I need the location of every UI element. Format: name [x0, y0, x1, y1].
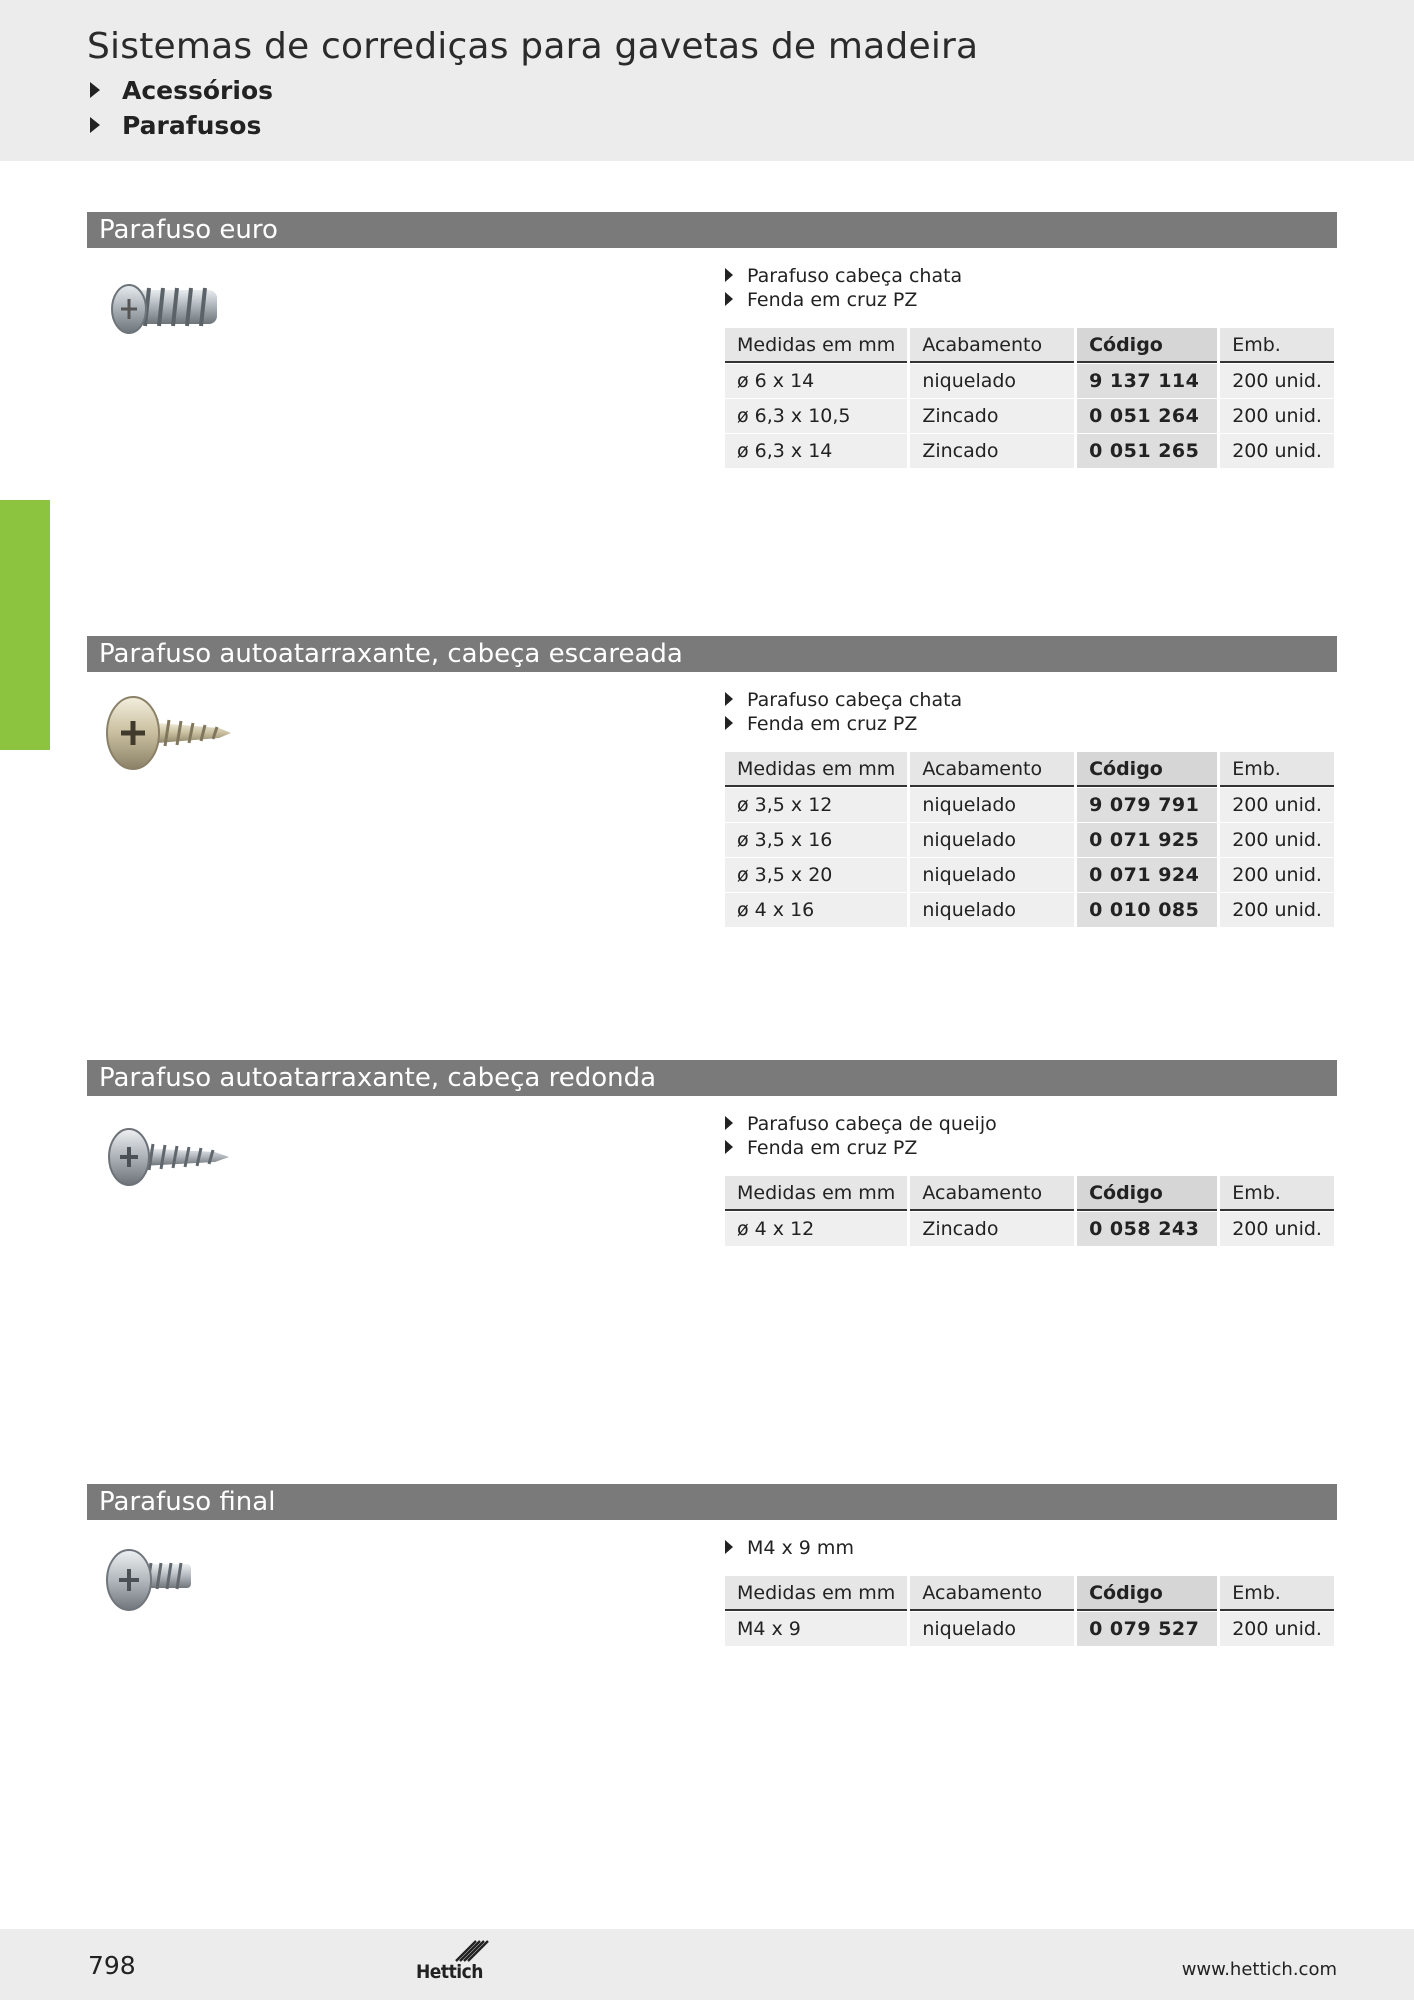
cell-finish: Zincado [910, 1211, 1074, 1246]
col-header-pack: Emb. [1220, 1576, 1334, 1611]
page-header [0, 0, 1414, 161]
subheading-accessories [90, 76, 273, 105]
table-header-row [725, 328, 1334, 363]
triangle-bullet-icon [90, 82, 100, 98]
col-header-size: Medidas em mm [725, 1176, 907, 1211]
feature-item: Parafuso cabeça de queijo [725, 1112, 997, 1136]
euro-screw-image [99, 264, 249, 364]
table-row [725, 822, 1334, 857]
cell-pack: 200 unid. [1220, 822, 1334, 857]
cell-size: ø 3,5 x 12 [725, 787, 907, 822]
cell-size: ø 6,3 x 10,5 [725, 398, 907, 433]
col-header-size: Medidas em mm [725, 1576, 907, 1611]
logo-mark-icon [416, 1937, 490, 1963]
cell-pack: 200 unid. [1220, 433, 1334, 468]
spec-table [722, 1176, 1337, 1246]
cell-pack: 200 unid. [1220, 787, 1334, 822]
cell-code: 9 079 791 [1077, 787, 1217, 822]
countersunk-screw-image [99, 688, 249, 788]
feature-item: Fenda em cruz PZ [725, 288, 962, 312]
section-title: Parafuso autoatarraxante, cabeça escareada [87, 636, 1337, 672]
cell-finish: niquelado [910, 787, 1074, 822]
col-header-pack: Emb. [1220, 1176, 1334, 1211]
col-header-size: Medidas em mm [725, 328, 907, 363]
subheading-label: Parafusos [122, 111, 262, 140]
page-number: 798 [88, 1951, 136, 1980]
pan-head-screw-image [99, 1112, 249, 1212]
cell-code: 0 051 264 [1077, 398, 1217, 433]
cell-code: 0 010 085 [1077, 892, 1217, 927]
cell-pack: 200 unid. [1220, 857, 1334, 892]
spec-table [722, 752, 1337, 927]
cell-pack: 200 unid. [1220, 363, 1334, 398]
triangle-bullet-icon [90, 117, 100, 133]
feature-list [725, 264, 962, 312]
triangle-bullet-icon [725, 1140, 733, 1154]
cell-pack: 200 unid. [1220, 1611, 1334, 1646]
triangle-bullet-icon [725, 292, 733, 306]
page-title: Sistemas de corrediças para gavetas de madeira [87, 26, 979, 67]
cell-finish: niquelado [910, 822, 1074, 857]
cell-finish: niquelado [910, 892, 1074, 927]
product-section-euro-screw [87, 212, 1337, 462]
col-header-code: Código [1077, 752, 1217, 787]
logo-wordmark: Hettich [416, 1961, 483, 1983]
feature-list [725, 688, 962, 736]
triangle-bullet-icon [725, 716, 733, 730]
cell-size: M4 x 9 [725, 1611, 907, 1646]
spec-table [722, 1576, 1337, 1646]
hettich-logo [416, 1937, 490, 1985]
cell-size: ø 6 x 14 [725, 363, 907, 398]
product-section-pan-head-screw [87, 1060, 1337, 1240]
feature-list [725, 1536, 854, 1560]
product-section-end-screw [87, 1484, 1337, 1640]
col-header-finish: Acabamento [910, 752, 1074, 787]
cell-finish: Zincado [910, 433, 1074, 468]
table-row [725, 398, 1334, 433]
feature-item: Fenda em cruz PZ [725, 1136, 997, 1160]
col-header-pack: Emb. [1220, 752, 1334, 787]
subheading-screws [90, 111, 261, 140]
table-row [725, 433, 1334, 468]
feature-item: Parafuso cabeça chata [725, 688, 962, 712]
cell-finish: Zincado [910, 398, 1074, 433]
table-row [725, 1211, 1334, 1246]
col-header-code: Código [1077, 1176, 1217, 1211]
feature-item: Fenda em cruz PZ [725, 712, 962, 736]
cell-size: ø 3,5 x 16 [725, 822, 907, 857]
col-header-pack: Emb. [1220, 328, 1334, 363]
cell-pack: 200 unid. [1220, 892, 1334, 927]
col-header-size: Medidas em mm [725, 752, 907, 787]
col-header-code: Código [1077, 328, 1217, 363]
col-header-finish: Acabamento [910, 1576, 1074, 1611]
triangle-bullet-icon [725, 1116, 733, 1130]
table-row [725, 892, 1334, 927]
cell-code: 0 051 265 [1077, 433, 1217, 468]
triangle-bullet-icon [725, 268, 733, 282]
section-color-tab [0, 500, 50, 750]
cell-code: 9 137 114 [1077, 363, 1217, 398]
website-url[interactable]: www.hettich.com [1181, 1959, 1337, 1980]
table-header-row [725, 752, 1334, 787]
table-row [725, 1611, 1334, 1646]
cell-size: ø 4 x 12 [725, 1211, 907, 1246]
cell-code: 0 071 925 [1077, 822, 1217, 857]
cell-size: ø 6,3 x 14 [725, 433, 907, 468]
triangle-bullet-icon [725, 692, 733, 706]
col-header-code: Código [1077, 1576, 1217, 1611]
cell-finish: niquelado [910, 857, 1074, 892]
col-header-finish: Acabamento [910, 328, 1074, 363]
table-header-row [725, 1576, 1334, 1611]
spec-table [722, 328, 1337, 468]
subheading-label: Acessórios [122, 76, 274, 105]
end-screw-image [99, 1536, 249, 1636]
cell-code: 0 058 243 [1077, 1211, 1217, 1246]
product-section-countersunk-screw [87, 636, 1337, 921]
feature-item: Parafuso cabeça chata [725, 264, 962, 288]
cell-size: ø 4 x 16 [725, 892, 907, 927]
cell-pack: 200 unid. [1220, 1211, 1334, 1246]
cell-size: ø 3,5 x 20 [725, 857, 907, 892]
table-header-row [725, 1176, 1334, 1211]
page-footer [0, 1929, 1414, 2000]
cell-code: 0 071 924 [1077, 857, 1217, 892]
cell-finish: niquelado [910, 1611, 1074, 1646]
table-row [725, 857, 1334, 892]
col-header-finish: Acabamento [910, 1176, 1074, 1211]
section-title: Parafuso autoatarraxante, cabeça redonda [87, 1060, 1337, 1096]
section-title: Parafuso euro [87, 212, 1337, 248]
table-row [725, 363, 1334, 398]
cell-code: 0 079 527 [1077, 1611, 1217, 1646]
feature-item: M4 x 9 mm [725, 1536, 854, 1560]
table-row [725, 787, 1334, 822]
triangle-bullet-icon [725, 1540, 733, 1554]
cell-pack: 200 unid. [1220, 398, 1334, 433]
feature-list [725, 1112, 997, 1160]
cell-finish: niquelado [910, 363, 1074, 398]
section-title: Parafuso final [87, 1484, 1337, 1520]
